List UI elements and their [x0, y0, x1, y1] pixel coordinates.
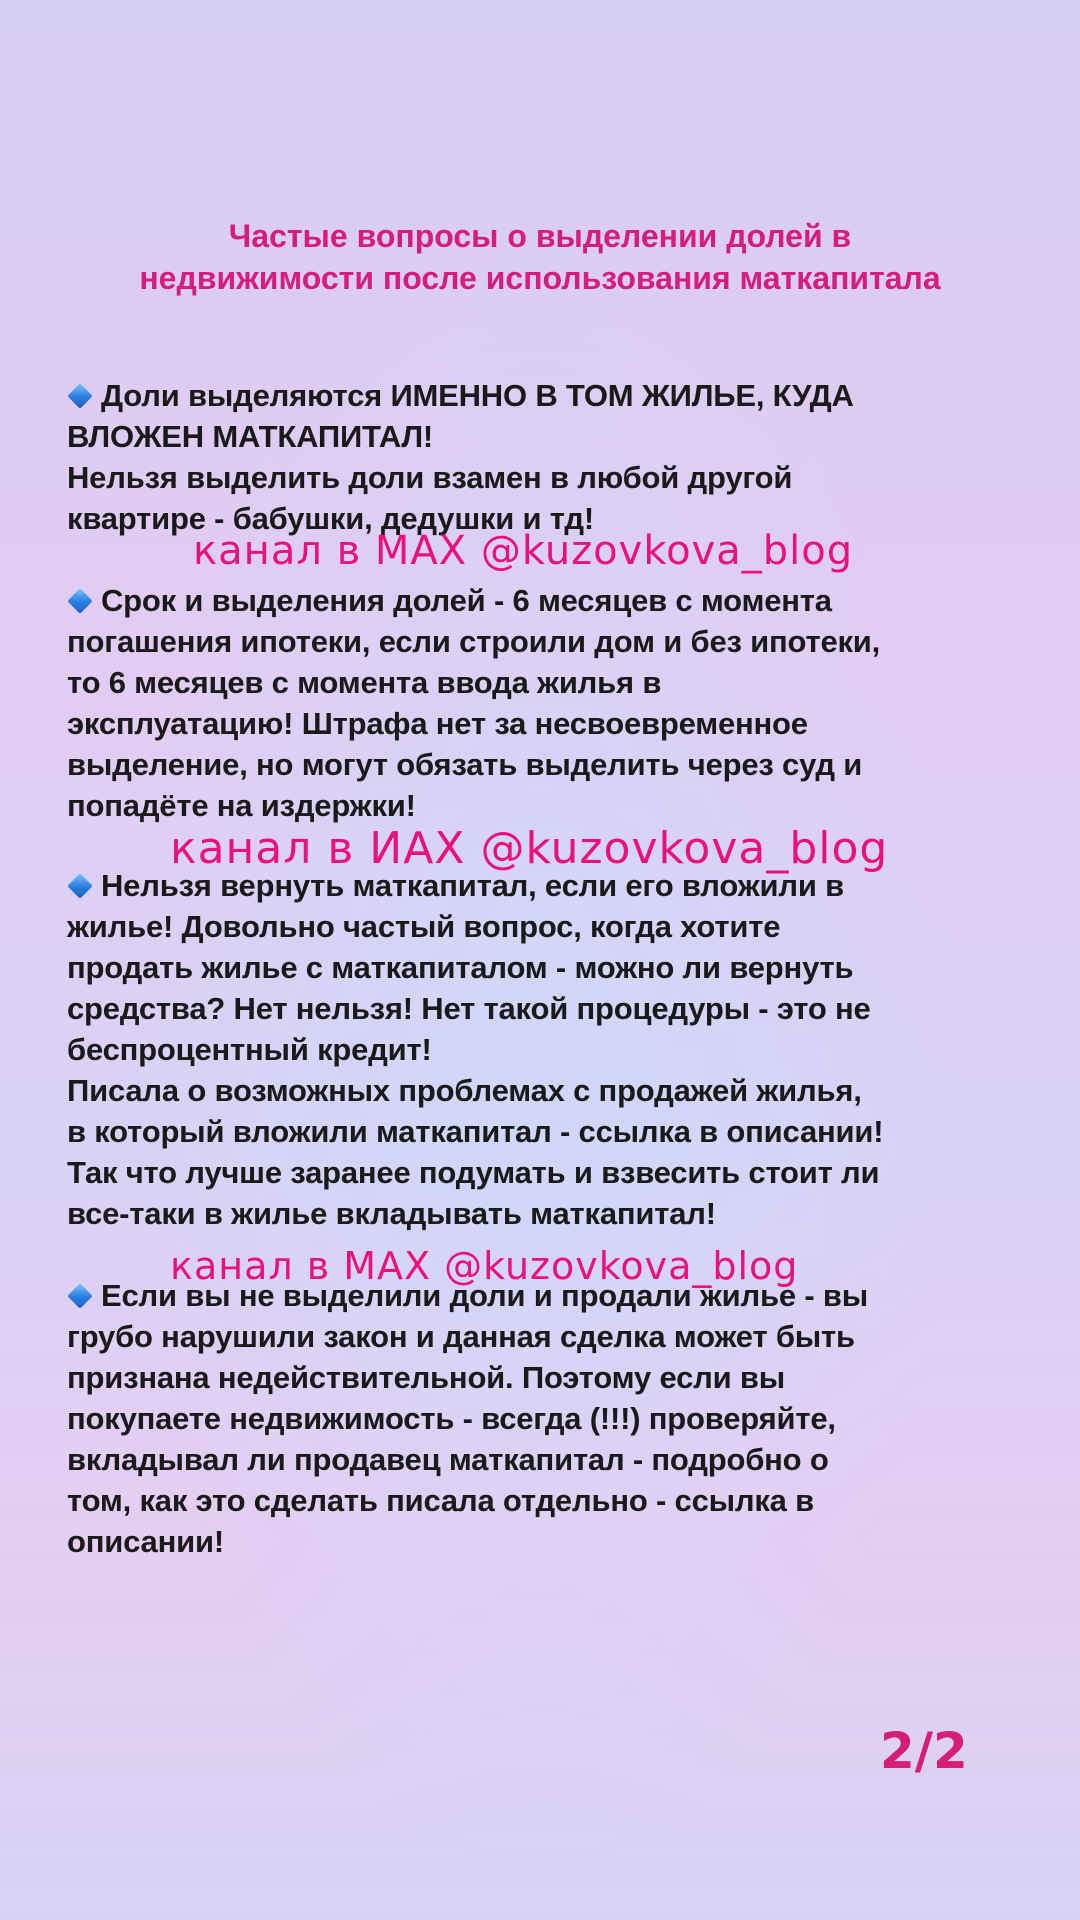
faq-2-line-4: эксплуатацию! Штрафа нет за несвоевременное [67, 706, 808, 741]
page-title [40, 215, 1040, 299]
faq-item-3 [67, 865, 1027, 1234]
faq-4-line-4: покупаете недвижимость - всегда (!!!) проверяйте, [67, 1401, 836, 1436]
page-number: 2/2 [880, 1722, 968, 1780]
faq-item-2 [67, 580, 1027, 826]
faq-4-line-6: том, как это сделать писала отдельно - ссылка в [67, 1483, 814, 1518]
faq-2-line-6: попадёте на издержки! [67, 788, 416, 823]
faq-2-line-1: Срок и выделения долей - 6 месяцев с момента [101, 583, 832, 618]
faq-3-line-4: средства? Нет нельзя! Нет такой процедуры - это не [67, 991, 871, 1026]
faq-4-line-3: признана недействительной. Поэтому если вы [67, 1360, 786, 1395]
faq-3-line-3: продать жилье с маткапиталом - можно ли вернуть [67, 950, 854, 985]
blue-diamond-icon [67, 383, 93, 409]
channel-watermark-2: канал в ИAX @kuzovkova_blog [170, 823, 889, 874]
faq-2-line-2: погашения ипотеки, если строили дом и без ипотеки, [67, 624, 881, 659]
channel-watermark-3: канал в MAX @kuzovkova_blog [170, 1244, 799, 1288]
faq-item-1 [67, 375, 1027, 539]
faq-2-line-5: выделение, но могут обязать выделить через суд и [67, 747, 863, 782]
faq-3-line-7: в который вложили маткапитал - ссылка в описании! [67, 1114, 884, 1149]
faq-4-line-2: грубо нарушили закон и данная сделка может быть [67, 1319, 855, 1354]
title-line-1: Частые вопросы о выделении долей в [228, 218, 852, 254]
faq-1-line-3: Нельзя выделить доли взамен в любой другой [67, 460, 793, 495]
faq-2-line-3: то 6 месяцев с момента ввода жилья в [67, 665, 662, 700]
blue-diamond-icon [67, 588, 93, 614]
title-line-2: недвижимости после использования маткапитала [139, 260, 941, 296]
faq-4-line-7: описании! [67, 1524, 224, 1559]
faq-3-line-9: все-таки в жилье вкладывать маткапитал! [67, 1196, 716, 1231]
faq-3-line-1: Нельзя вернуть маткапитал, если его вложили в [101, 868, 844, 903]
faq-3-line-8: Так что лучше заранее подумать и взвесить стоит ли [67, 1155, 880, 1190]
channel-watermark-1: канал в MAX @kuzovkova_blog [193, 528, 854, 574]
faq-3-line-2: жилье! Довольно частый вопрос, когда хотите [67, 909, 781, 944]
blue-diamond-icon [67, 873, 93, 899]
faq-item-4 [67, 1275, 1027, 1562]
faq-1-line-2: ВЛОЖЕН МАТКАПИТАЛ! [67, 419, 434, 454]
faq-3-line-5: беспроцентный кредит! [67, 1032, 432, 1067]
faq-4-line-5: вкладывал ли продавец маткапитал - подробно о [67, 1442, 829, 1477]
faq-1-line-1: Доли выделяются ИМЕННО В ТОМ ЖИЛЬЕ, КУДА [101, 378, 854, 413]
faq-4-line-1: Если вы не выделили доли и продали жилье - вы [101, 1278, 869, 1313]
faq-1-line-4: квартире - бабушки, дедушки и тд! [67, 501, 594, 536]
faq-3-line-6: Писала о возможных проблемах с продажей жилья, [67, 1073, 862, 1108]
blue-diamond-icon [67, 1283, 93, 1309]
